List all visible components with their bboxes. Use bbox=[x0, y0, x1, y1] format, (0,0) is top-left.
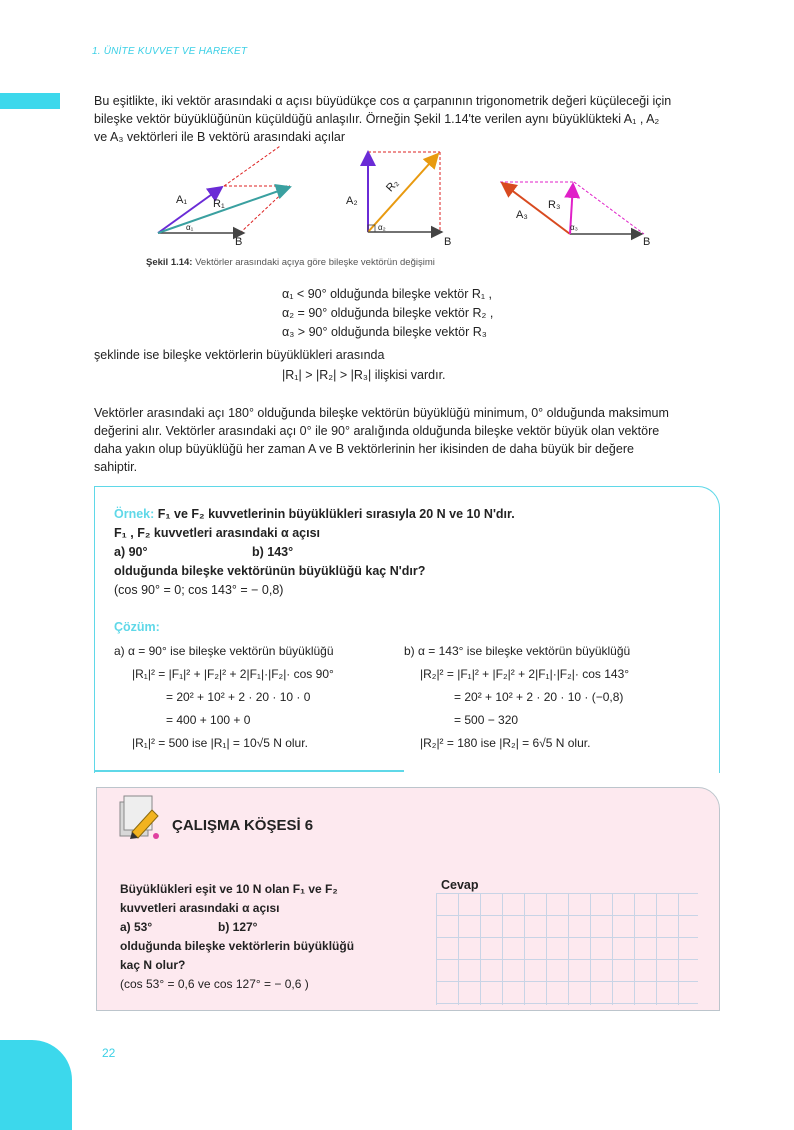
solution-a bbox=[114, 640, 334, 755]
vector-figures bbox=[140, 146, 680, 250]
f1-alpha-label: α₁ bbox=[186, 223, 194, 232]
example-qa: a) 90° bbox=[114, 545, 148, 559]
f2-a-label: A₂ bbox=[346, 195, 358, 207]
f3-alpha-label: α₃ bbox=[570, 223, 578, 232]
example-label: Örnek: bbox=[114, 507, 155, 521]
study-qb: b) 127° bbox=[218, 920, 258, 934]
solution-a-4: |R₁|² = 500 ise |R₁| = 10√5 N olur. bbox=[132, 736, 308, 750]
solution-a-head: a) α = 90° ise bileşke vektörün büyüklüğü bbox=[114, 644, 334, 658]
study-q3: olduğunda bileşke vektörlerin büyüklüğü bbox=[120, 939, 355, 953]
p2-line-4: sahiptir. bbox=[94, 460, 138, 474]
study-question bbox=[120, 880, 354, 994]
intro-paragraph bbox=[94, 92, 724, 146]
caption-label: Şekil 1.14: bbox=[146, 257, 193, 268]
solution-a-3: = 400 + 100 + 0 bbox=[166, 713, 251, 727]
relation-formula: |R₁| > |R₂| > |R₃| ilişkisi vardır. bbox=[282, 368, 446, 382]
example-q3: olduğunda bileşke vektörünün büyüklüğü kaç N'dır? bbox=[114, 564, 426, 578]
answer-grid[interactable] bbox=[436, 893, 698, 1005]
p2-line-2: değerini alır. Vektörler arasındaki açı 0° ile 90° aralığında olduğunda bileşke vektör büyük olan vektöre bbox=[94, 424, 660, 438]
solution-b bbox=[404, 640, 630, 755]
solution-b-2: = 20² + 10² + 2 · 20 · 10 · (−0,8) bbox=[454, 690, 624, 704]
example-q1: F₁ ve F₂ kuvvetlerinin büyüklükleri sırasıyla 20 N ve 10 N'dır. bbox=[154, 507, 515, 521]
f1-r-label: R₁ bbox=[213, 198, 225, 210]
condition-3: α₃ > 90° olduğunda bileşke vektör R₃ bbox=[282, 325, 487, 339]
example-question bbox=[114, 505, 515, 600]
relation-intro: şeklinde ise bileşke vektörlerin büyüklükleri arasında bbox=[94, 348, 385, 362]
study-q2: kuvvetleri arasındaki α açısı bbox=[120, 901, 280, 915]
chapter-header: 1. ÜNİTE KUVVET VE HAREKET bbox=[92, 46, 248, 57]
f1-b-label: B bbox=[235, 236, 243, 248]
solution-b-3: = 500 − 320 bbox=[454, 713, 519, 727]
f2-r-label: R₂ bbox=[384, 177, 402, 195]
intro-line-3: ve A₃ vektörleri ile B vektörü arasındaki açılar bbox=[94, 130, 346, 144]
corner-tab bbox=[0, 1040, 72, 1130]
chapter-tab bbox=[0, 93, 60, 109]
study-title: ÇALIŞMA KÖŞESİ 6 bbox=[172, 817, 314, 834]
study-q1: Büyüklükleri eşit ve 10 N olan F₁ ve F₂ bbox=[120, 882, 338, 896]
f1-a-label: A₁ bbox=[176, 194, 188, 206]
solution-b-1: |R₂|² = |F₁|² + |F₂|² + 2|F₁|·|F₂|· cos 143° bbox=[420, 667, 630, 681]
solution-label: Çözüm: bbox=[114, 620, 160, 634]
figure-1 bbox=[158, 146, 290, 248]
answer-label: Cevap bbox=[441, 878, 479, 892]
study-q5: (cos 53° = 0,6 ve cos 127° = − 0,6 ) bbox=[120, 977, 309, 991]
condition-2: α₂ = 90° olduğunda bileşke vektör R₂ , bbox=[282, 306, 494, 320]
caption-text: Vektörler arasındaki açıya göre bileşke vektörün değişimi bbox=[192, 257, 435, 268]
example-box-bottom bbox=[94, 770, 404, 772]
solution-a-2: = 20² + 10² + 2 · 20 · 10 · 0 bbox=[166, 690, 311, 704]
f2-b-label: B bbox=[444, 236, 452, 248]
solution-b-head: b) α = 143° ise bileşke vektörün büyüklüğü bbox=[404, 644, 631, 658]
example-qb: b) 143° bbox=[252, 545, 294, 559]
page-number: 22 bbox=[102, 1046, 116, 1060]
solution-a-1: |R₁|² = |F₁|² + |F₂|² + 2|F₁|·|F₂|· cos 90° bbox=[132, 667, 334, 681]
study-qa: a) 53° bbox=[120, 920, 153, 934]
figure-3 bbox=[500, 182, 650, 248]
intro-line-1: Bu eşitlikte, iki vektör arasındaki α açısı büyüdükçe cos α çarpanının trigonometrik değeri küçüleceği için bbox=[94, 94, 672, 108]
intro-line-2: bileşke vektör büyüklüğünün küçüldüğü anlaşılır. Örneğin Şekil 1.14'te verilen aynı büyüklükteki A₁ , A₂ bbox=[94, 112, 660, 126]
example-q2: F₁ , F₂ kuvvetleri arasındaki α açısı bbox=[114, 526, 320, 540]
example-q4: (cos 90° = 0; cos 143° = − 0,8) bbox=[114, 583, 284, 597]
f3-b-label: B bbox=[643, 236, 651, 248]
condition-1: α₁ < 90° olduğunda bileşke vektör R₁ , bbox=[282, 287, 493, 301]
solution-b-4: |R₂|² = 180 ise |R₂| = 6√5 N olur. bbox=[420, 736, 591, 750]
f3-r-label: R₃ bbox=[548, 199, 561, 211]
figure-2 bbox=[346, 152, 451, 248]
p2-line-1: Vektörler arasındaki açı 180° olduğunda bileşke vektörün büyüklüğü minimum, 0° olduğunda maksimum bbox=[94, 406, 669, 420]
f3-a-label: A₃ bbox=[516, 209, 528, 221]
f2-alpha-label: α₂ bbox=[378, 223, 386, 232]
figure-caption bbox=[146, 257, 435, 268]
conditions bbox=[282, 285, 493, 342]
pencil-icon bbox=[118, 792, 162, 840]
p2-line-3: daha yakın olup büyüklüğü her zaman A ve B vektörlerinin her ikisinden de daha büyük bir değere bbox=[94, 442, 634, 456]
study-q4: kaç N olur? bbox=[120, 958, 186, 972]
paragraph-2 bbox=[94, 404, 724, 476]
